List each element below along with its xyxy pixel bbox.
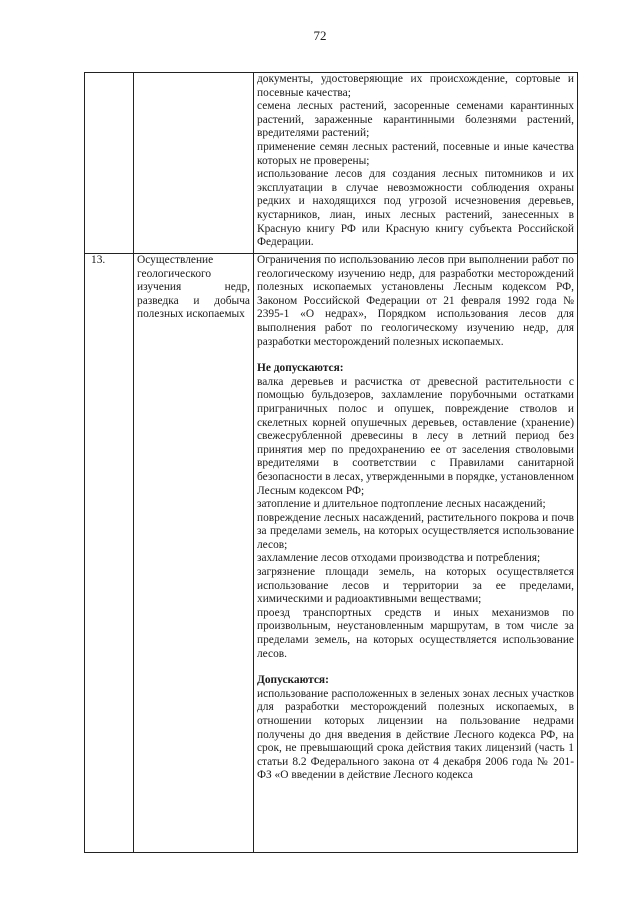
not-allowed-item: проезд транспортных средств и иных механизмов по произвольным, неустановленным маршрутам, в том числе за пределами земель, на которых осуществляется использование лесов. — [257, 606, 574, 660]
restrictions-cell — [254, 254, 578, 853]
table-row — [85, 73, 578, 254]
restriction-item: документы, удостоверяющие их происхождение, сортовые и посевные качества; — [257, 73, 574, 99]
allowed-item: использование расположенных в зеленых зонах лесных участков для разработки месторождений полезных ископаемых, в отношении которых лицензии на пользование недрами получены до дня введения в действие Лесного кодекса РФ, на срок, не превышающий срока действия таких лицензий (часть 1 статьи 8.2 Федерального закона от 4 декабря 2006 года № 201-ФЗ «О введении в действие Лесного кодекса — [257, 687, 574, 782]
restriction-item: семена лесных растений, засоренные семенами карантинных растений, зараженные карантинными болезнями растений, вредителями растений; — [257, 100, 574, 140]
page-number: 72 — [313, 28, 327, 43]
row-number-cell — [85, 73, 134, 254]
restriction-item: использование лесов для создания лесных питомников и их эксплуатации в случае невозможности соблюдения охраны редких и находящихся под угрозой исчезновения деревьев, кустарников, лиан, иных лесных растений, занесенных в Красную книгу РФ или Красную книгу субъекта Российской Федерации. — [257, 168, 574, 249]
not-allowed-item: захламление лесов отходами производства и потребления; — [257, 552, 541, 565]
table-row — [85, 254, 578, 853]
activity-cell — [134, 73, 254, 254]
not-allowed-item: затопление и длительное подтопление лесных насаждений; — [257, 498, 546, 511]
activity-cell — [134, 254, 254, 853]
not-allowed-item: загрязнение площади земель, на которых осуществляется использование лесов и территории за ее пределами, химическими и радиоактивными веществами; — [257, 566, 574, 606]
not-allowed-item: валка деревьев и расчистка от древесной растительности с помощью бульдозеров, захламление порубочными остатками приграничных полос и опушек, повреждение стволов и скелетных корней опушечных деревьев, оставление (хранение) свежесрубленной древесины в лесу в летний период без принятия мер по предохранению ее от заселения стволовыми вредителями в соответствии с Правилами санитарной безопасности в лесах, утвержденными в порядке, установленном Лесным кодексом РФ; — [257, 375, 574, 497]
activity-text: Осуществление геологического изучения недр, разведка и добыча полезных ископаемых — [137, 254, 250, 321]
restriction-item: применение семян лесных растений, посевные и иные качества которых не проверены; — [257, 140, 574, 167]
row-number-cell: 13. — [85, 254, 134, 853]
not-allowed-heading: Не допускаются: — [257, 362, 344, 375]
not-allowed-item: повреждение лесных насаждений, растительного покрова и почв за пределами земель, на которых осуществляется использование лесов; — [257, 511, 574, 551]
regulations-table — [84, 72, 578, 853]
restrictions-cell — [254, 73, 578, 254]
intro-paragraph: Ограничения по использованию лесов при выполнении работ по геологическому изучению недр, для разработки месторождений полезных ископаемых установлены Лесным кодексом РФ, Законом Российской Федерации от 21 февраля 1992 года № 2395-1 «О недрах», Порядком использования лесов для выполнения работ по геологическому изучению недр, для разработки месторождений полезных ископаемых. — [257, 254, 574, 348]
allowed-heading: Допускаются: — [257, 674, 329, 687]
